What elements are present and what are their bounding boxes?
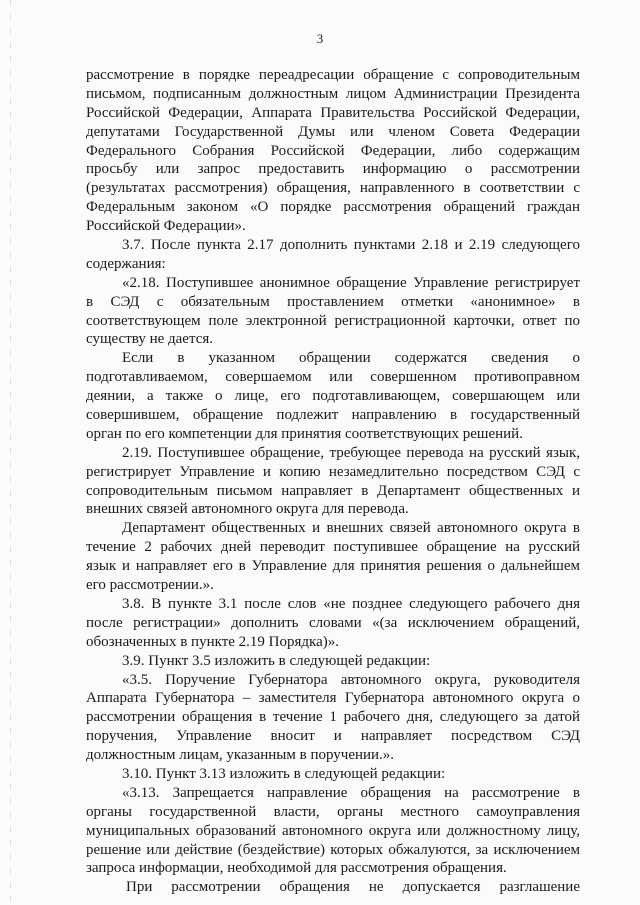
text-line: запроса информации, необходимой для рассмотрения обращения. — [86, 860, 507, 877]
text-line: внешних связей автономного округа для перевода. — [86, 501, 409, 518]
text-line: 3.8. В пункте 3.1 после слов «не позднее следующего рабочего дня — [122, 595, 580, 612]
text-line: просьбу или запрос предоставить информацию о рассмотрении — [86, 161, 580, 178]
text-line: Аппарата Губернатора – заместителя Губернатора автономного округа о — [86, 690, 580, 707]
text-line: «2.18. Поступившее анонимное обращение Управление регистрирует — [122, 274, 580, 291]
scan-edge-mark — [10, 0, 11, 905]
text-line: При рассмотрении обращения не допускается разглашение — [126, 879, 580, 896]
text-line: обозначенных в пункте 2.19 Порядка)». — [86, 633, 339, 650]
text-line: Если в указанном обращении содержатся сведения о — [122, 350, 580, 367]
text-line: муниципальных образований автономного округа или должностному лицу, — [86, 822, 580, 839]
text-line: в СЭД с обязательным проставлением отметки «анонимное» в — [86, 293, 580, 310]
text-line: подготавливаемом, совершаемом или совершенном противоправном — [86, 369, 580, 386]
text-line: «3.13. Запрещается направление обращения на рассмотрение в — [122, 784, 580, 801]
text-line: «3.5. Поручение Губернатора автономного округа, руководителя — [122, 671, 580, 688]
text-line: деянии, а также о лице, его подготавливающем, совершающем или — [86, 388, 580, 405]
text-line: рассмотрение в порядке переадресации обращение с сопроводительным — [86, 67, 580, 83]
text-line: 3.9. Пункт 3.5 изложить в следующей редакции: — [122, 652, 431, 669]
text-line: депутатами Государственной Думы или членом Совета Федерации — [86, 123, 580, 140]
text-line: орган по его компетенции для принятия соответствующих решений. — [86, 425, 523, 442]
text-line: поручения, Управление вносит и направляет посредством СЭД — [86, 728, 580, 745]
text-line: органы государственной власти, органы местного самоуправления — [86, 803, 580, 820]
text-line: 2.19. Поступившее обращение, требующее перевода на русский язык, — [122, 444, 580, 461]
text-line: 3.10. Пункт 3.13 изложить в следующей редакции: — [122, 765, 446, 782]
text-line: Российской Федерации, Аппарата Правительства Российской Федерации, — [86, 104, 580, 121]
document-body — [86, 66, 580, 897]
text-line: рассмотрении обращения в течение 1 рабочего дня, следующего за датой — [86, 709, 580, 726]
text-line: должностным лицам, указанным в поручении.». — [86, 747, 395, 764]
text-line: содержания: — [86, 255, 166, 272]
text-line: совершившем, обращение подлежит направлению в государственный — [86, 407, 580, 424]
text-line: Департамент общественных и внешних связей автономного округа в — [122, 520, 580, 537]
text-line: письмом, подписанным должностным лицом Администрации Президента — [86, 85, 580, 102]
text-line: Российской Федерации». — [86, 218, 246, 235]
text-line: течение 2 рабочих дней переводит поступившее обращение на русский — [86, 539, 580, 556]
text-line: (результатах рассмотрения) обращения, направленного в соответствии с — [86, 180, 580, 197]
text-line: Федерального Собрания Российской Федерации, либо содержащим — [86, 142, 580, 159]
text-line: после регистрации» дополнить словами «(за исключением обращений, — [86, 614, 580, 631]
text-line: решение или действие (бездействие) которых обжалуются, за исключением — [86, 841, 580, 858]
page-number: 3 — [316, 31, 324, 46]
text-line: Федеральным законом «О порядке рассмотрения обращений граждан — [86, 199, 580, 216]
text-line: сопроводительным письмом направляет в Департамент общественных и — [86, 482, 580, 499]
text-line: его рассмотрении.». — [86, 577, 214, 594]
text-line: существу не дается. — [86, 331, 214, 348]
text-line: 3.7. После пункта 2.17 дополнить пунктами 2.18 и 2.19 следующего — [122, 237, 580, 254]
text-line: соответствующем поле электронной регистрационной карточки, ответ по — [86, 312, 580, 329]
text-line: регистрирует Управление и копию незамедлительно посредством СЭД с — [86, 463, 580, 480]
text-line: язык и направляет его в Управление для принятия решения о дальнейшем — [86, 558, 580, 575]
